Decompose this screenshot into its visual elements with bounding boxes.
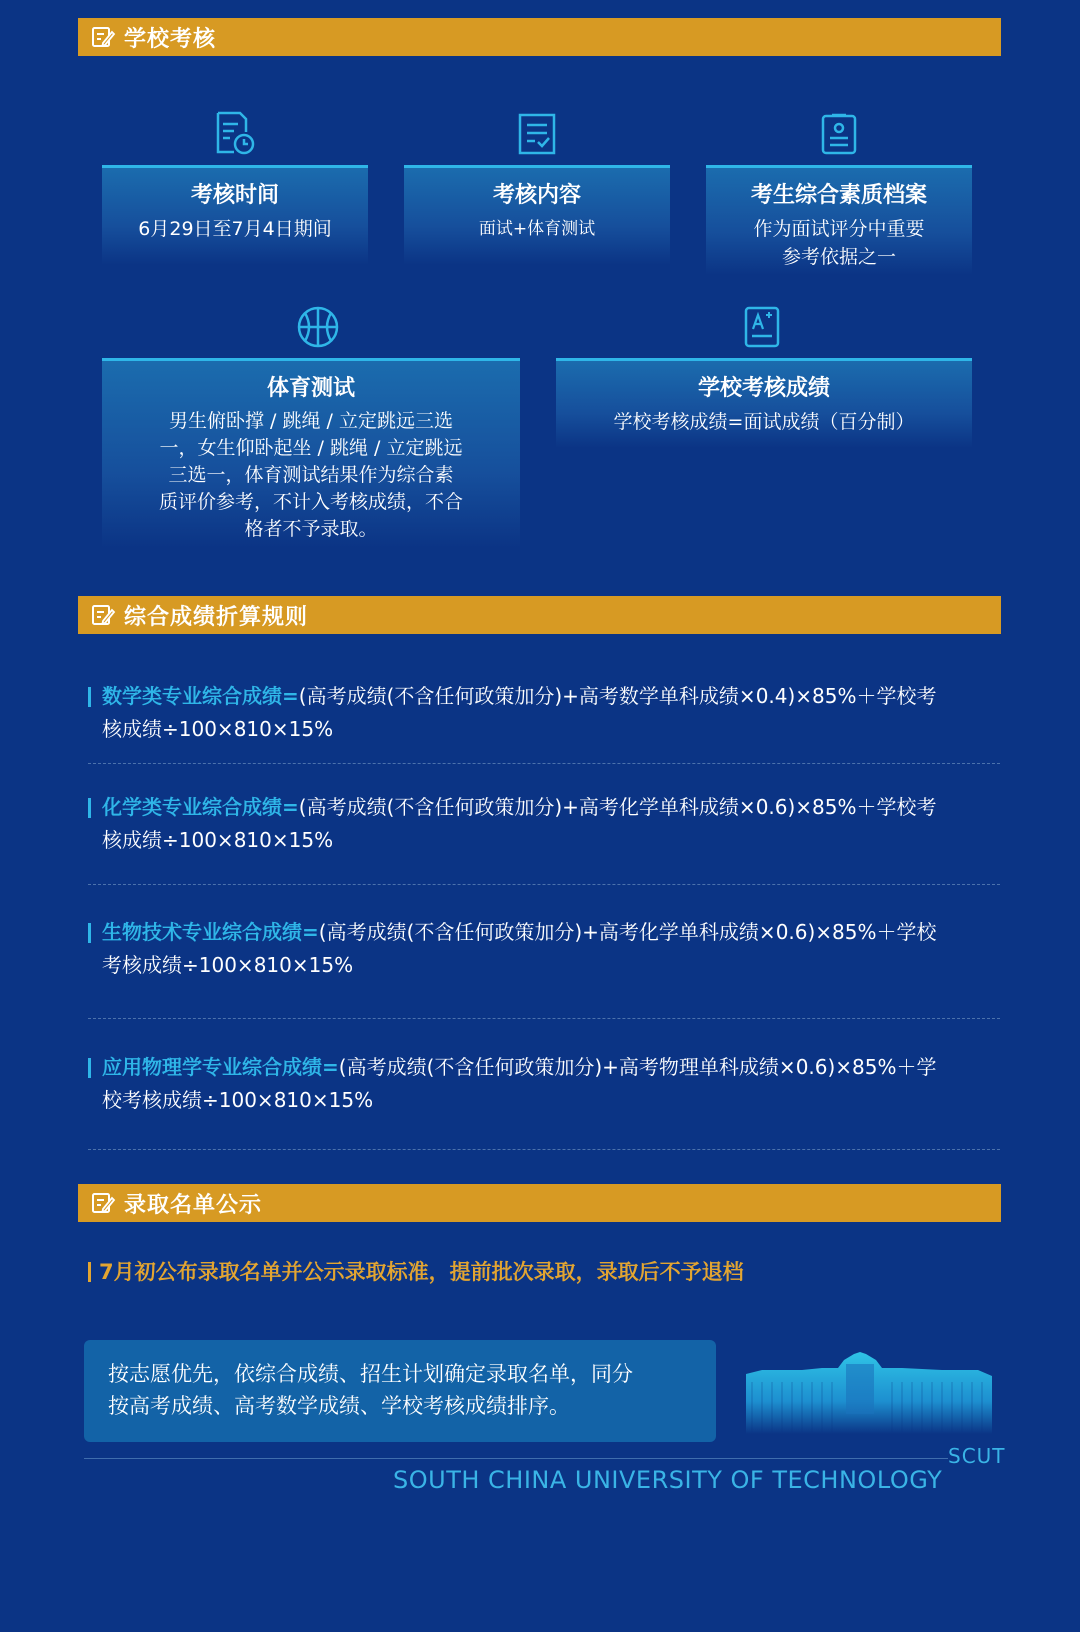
- formula-name: 生物技术专业综合成绩=: [102, 920, 319, 944]
- card-assessment-time: [102, 165, 368, 265]
- dashed-divider: [88, 1149, 1000, 1150]
- card-assessment-content: [404, 165, 670, 265]
- grade-a-plus-icon: [742, 305, 782, 349]
- card-text: [102, 408, 520, 543]
- formula-physics: [88, 1051, 1000, 1117]
- accent-bar: [88, 798, 91, 818]
- formula-name: 应用物理学专业综合成绩=: [102, 1055, 339, 1079]
- accent-bar: [88, 687, 91, 707]
- notice-text: 7月初公布录取名单并公示录取标准，提前批次录取，录取后不予退档: [99, 1260, 744, 1284]
- formula-text: [102, 791, 1000, 857]
- footer-university-name: SOUTH CHINA UNIVERSITY OF TECHNOLOGY: [393, 1466, 943, 1494]
- accent-bar: [88, 923, 91, 943]
- formula-line: (高考成绩(不含任何政策加分)+高考化学单科成绩×0.6)×85%＋学校: [318, 920, 937, 944]
- formula-name: 化学类专业综合成绩=: [102, 795, 299, 819]
- card-title: 考核时间: [190, 183, 279, 208]
- formula-line: 考核成绩÷100×810×15%: [102, 953, 354, 977]
- dashed-divider: [88, 1018, 1000, 1019]
- section-title: 录取名单公示: [124, 1192, 263, 1218]
- formula-line: 校考核成绩÷100×810×15%: [102, 1088, 374, 1112]
- info-line: 按志愿优先，依综合成绩、招生计划确定录取名单，同分: [108, 1362, 633, 1386]
- card-title: 体育测试: [266, 376, 355, 401]
- formula-line: 核成绩÷100×810×15%: [102, 717, 334, 741]
- checklist-document-icon: [516, 112, 558, 156]
- formula-text: [102, 1051, 1000, 1117]
- card-text-line: 格者不予录取。: [244, 518, 378, 540]
- profile-file-icon: [818, 112, 860, 156]
- info-line: 按高考成绩、高考数学成绩、学校考核成绩排序。: [108, 1394, 570, 1418]
- footer-scut: SCUT: [948, 1444, 1006, 1468]
- dashed-divider: [88, 763, 1000, 764]
- campus-building-illustration: [742, 1352, 994, 1434]
- section-title: 学校考核: [124, 26, 217, 52]
- card-text-line: 作为面试评分中重要: [753, 218, 925, 240]
- basketball-icon: [296, 305, 340, 349]
- card-text-line: 参考依据之一: [781, 246, 896, 268]
- formula-chemistry: [88, 791, 1000, 857]
- card-text-line: 质评价参考，不计入考核成绩，不合: [158, 491, 463, 513]
- edit-note-icon: [90, 602, 116, 628]
- formula-biotech: [88, 916, 1000, 982]
- admission-notice: [88, 1256, 1000, 1286]
- schedule-document-icon: [212, 110, 258, 156]
- formula-line: (高考成绩(不含任何政策加分)+高考化学单科成绩×0.6)×85%＋学校考: [298, 795, 937, 819]
- accent-bar: [88, 1058, 91, 1078]
- formula-text: [102, 680, 1000, 746]
- card-text: 面试+体育测试: [478, 219, 596, 239]
- section-header-score-rules: [78, 596, 1001, 634]
- card-text: 学校考核成绩=面试成绩（百分制）: [613, 411, 915, 433]
- formula-line: 核成绩÷100×810×15%: [102, 828, 334, 852]
- card-text-line: 男生俯卧撑 / 跳绳 / 立定跳远三选: [169, 410, 453, 432]
- footer-divider: [84, 1458, 948, 1459]
- section-title: 综合成绩折算规则: [124, 604, 309, 630]
- formula-text: [102, 916, 1000, 982]
- accent-bar: [88, 1262, 91, 1282]
- edit-note-icon: [90, 24, 116, 50]
- formula-math: [88, 680, 1000, 746]
- edit-note-icon: [90, 1190, 116, 1216]
- card-text: [706, 215, 972, 271]
- card-title: 学校考核成绩: [697, 376, 830, 401]
- section-header-school-assessment: [78, 18, 1001, 56]
- card-text-line: 一，女生仰卧起坐 / 跳绳 / 立定跳远: [159, 437, 463, 459]
- section-header-admission-list: [78, 1184, 1001, 1222]
- card-title: 考生综合素质档案: [750, 183, 927, 208]
- card-sports-test: [102, 358, 520, 548]
- card-quality-profile: [706, 165, 972, 275]
- card-school-score: [556, 358, 972, 448]
- formula-name: 数学类专业综合成绩=: [102, 684, 299, 708]
- card-text: 6月29日至7月4日期间: [138, 218, 332, 240]
- card-title: 考核内容: [492, 183, 581, 208]
- formula-line: (高考成绩(不含任何政策加分)+高考物理单科成绩×0.6)×85%＋学: [338, 1055, 937, 1079]
- dashed-divider: [88, 884, 1000, 885]
- formula-line: (高考成绩(不含任何政策加分)+高考数学单科成绩×0.4)×85%＋学校考: [298, 684, 937, 708]
- admission-info-box: [84, 1340, 716, 1442]
- card-text-line: 三选一，体育测试结果作为综合素: [168, 464, 454, 486]
